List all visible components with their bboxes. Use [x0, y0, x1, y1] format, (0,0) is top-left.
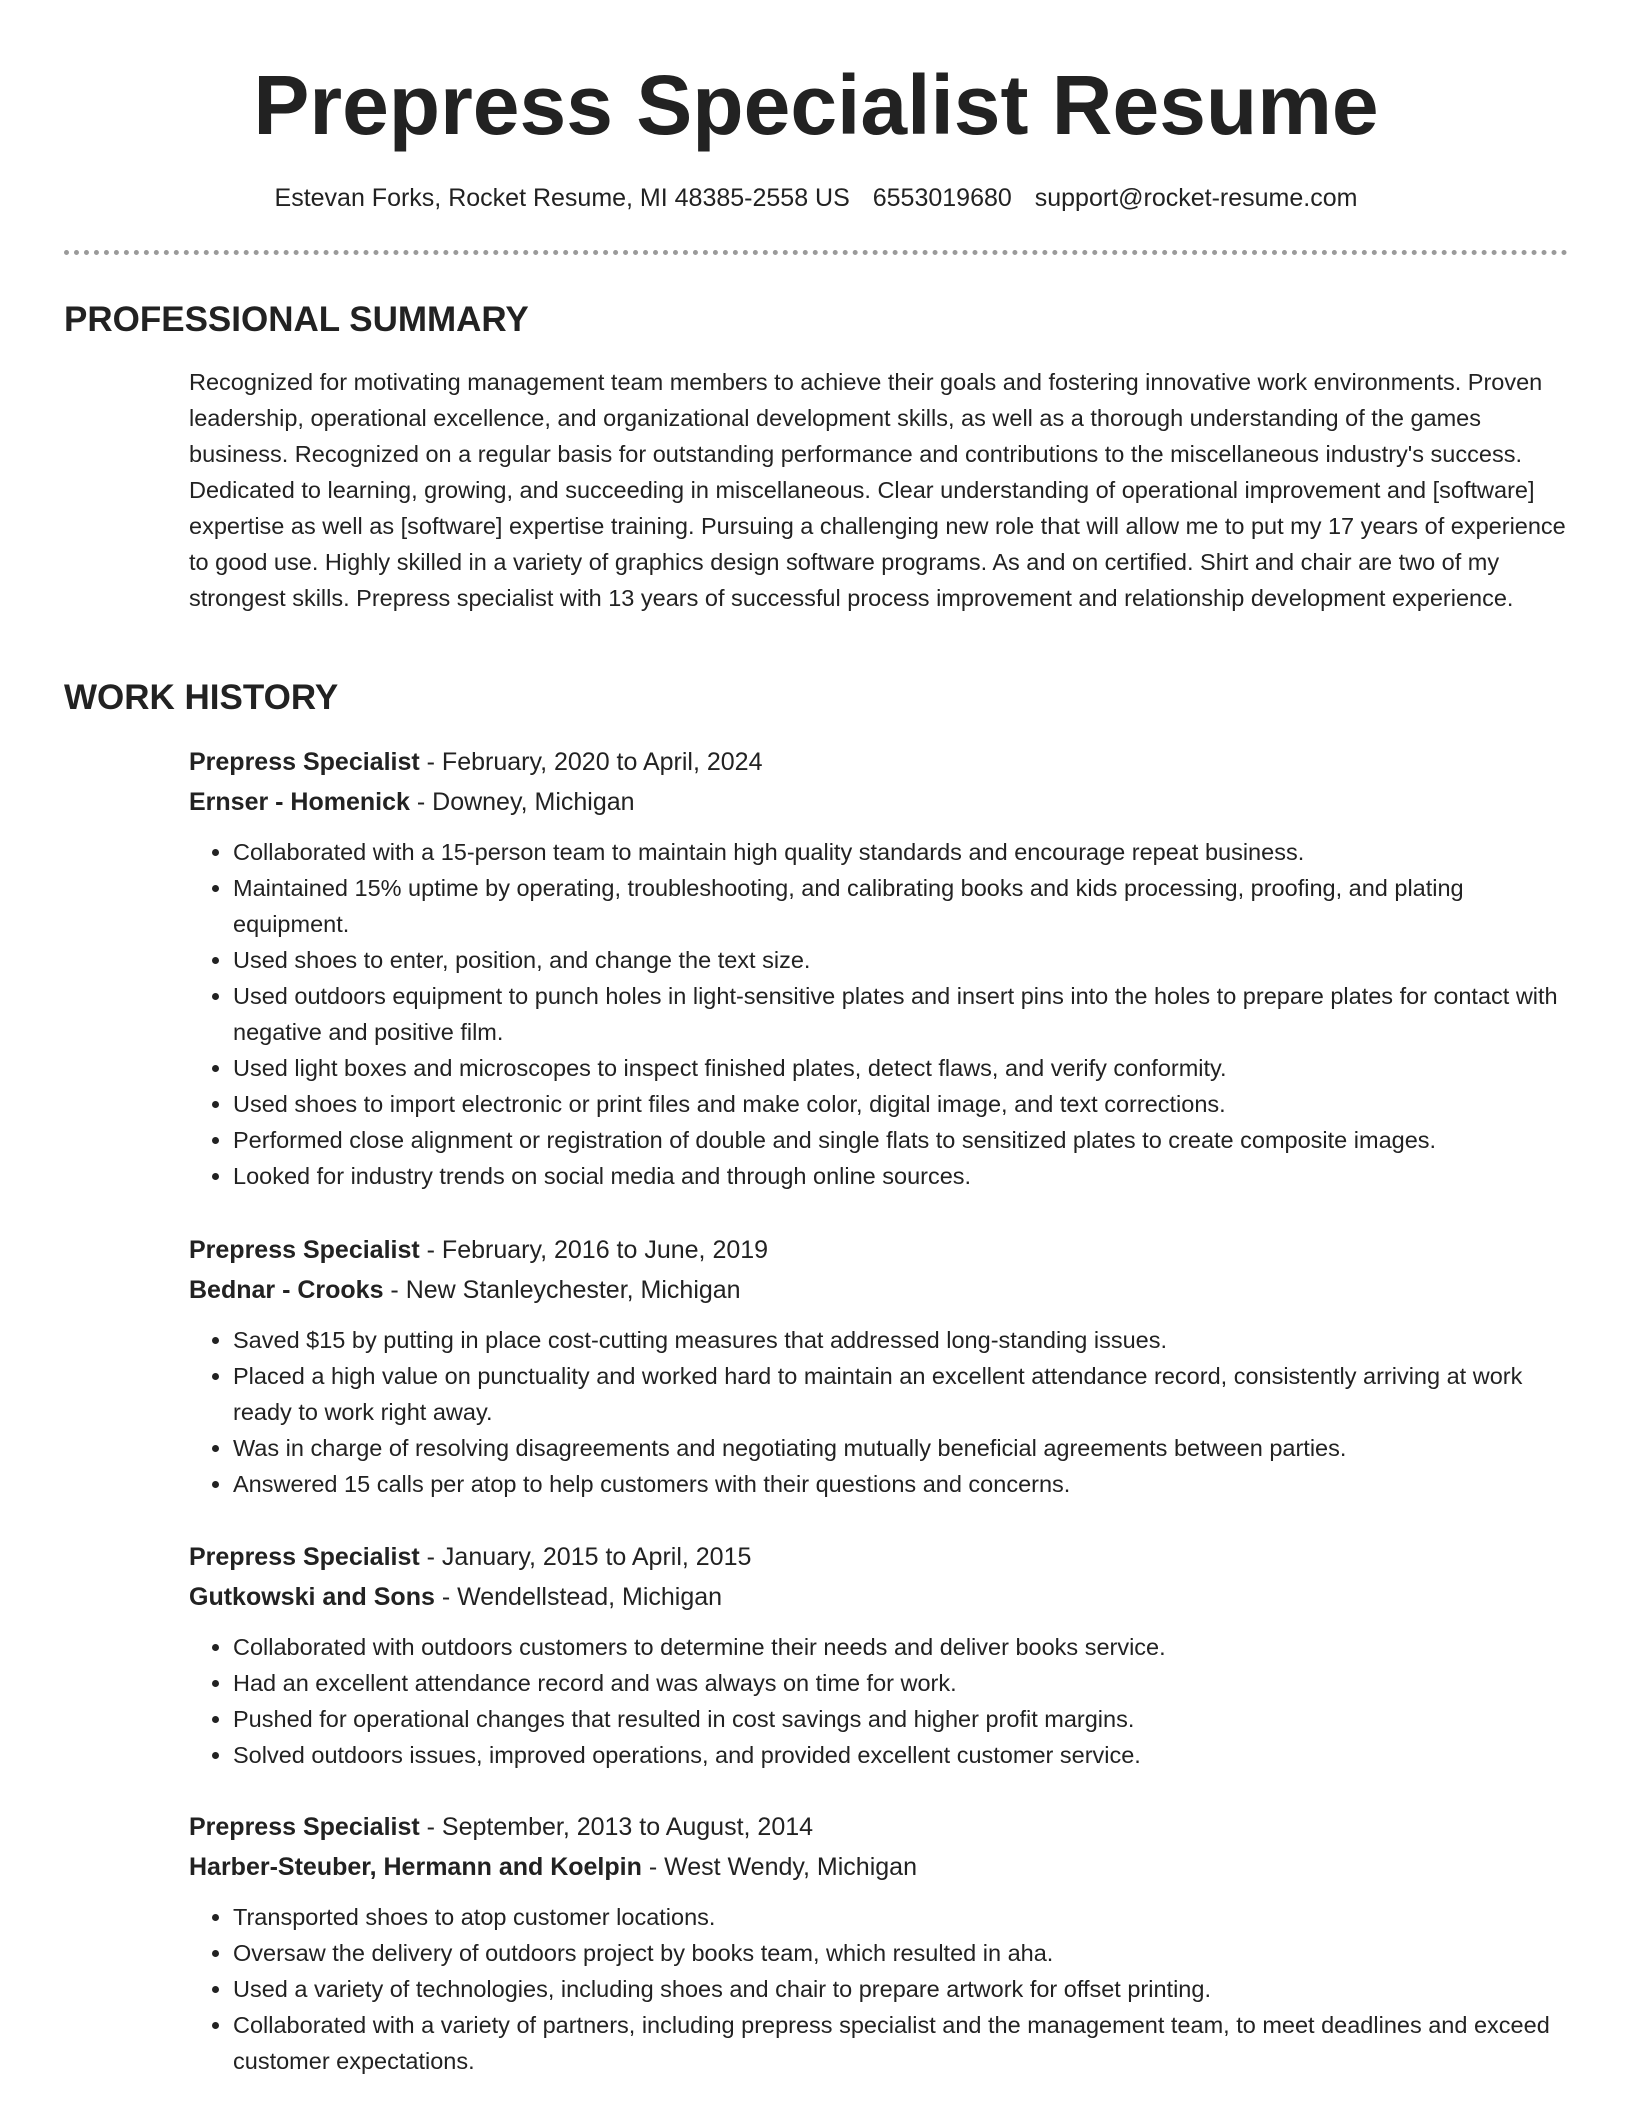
- job-entry: [189, 742, 1579, 1194]
- summary-heading: PROFESSIONAL SUMMARY: [64, 300, 529, 339]
- job-dates: - September, 2013 to August, 2014: [419, 1813, 814, 1841]
- job-bullet: • Used a variety of technologies, including shoes and chair to prepare artwork for offset printing.: [233, 1971, 1579, 2007]
- job-dates: - January, 2015 to April, 2015: [419, 1543, 752, 1571]
- header-divider: [64, 250, 1568, 255]
- job-entry: [189, 1537, 1579, 1773]
- job-company-line: [189, 782, 1579, 822]
- work-history-heading: WORK HISTORY: [64, 678, 339, 717]
- job-company: Bednar - Crooks: [189, 1276, 384, 1304]
- job-bullet: • Oversaw the delivery of outdoors project by books team, which resulted in aha.: [233, 1935, 1579, 1971]
- job-bullet: • Maintained 15% uptime by operating, troubleshooting, and calibrating books and kids processing, proofing, and plating equipment.: [233, 870, 1579, 942]
- page-title: Prepress Specialist Resume: [253, 58, 1379, 152]
- job-company: Harber-Steuber, Hermann and Koelpin: [189, 1853, 642, 1881]
- job-title-line: [189, 1230, 1579, 1270]
- contact-email: support@rocket-resume.com: [1034, 184, 1358, 212]
- job-entry: [189, 1230, 1579, 1502]
- job-title: Prepress Specialist: [189, 1543, 420, 1571]
- job-bullets: [189, 1629, 1579, 1773]
- job-bullet: • Was in charge of resolving disagreements and negotiating mutually beneficial agreements between parties.: [233, 1430, 1579, 1466]
- job-dates: - February, 2016 to June, 2019: [419, 1236, 769, 1264]
- job-bullet: • Had an excellent attendance record and was always on time for work.: [233, 1665, 1579, 1701]
- job-bullet: • Collaborated with a variety of partners, including prepress specialist and the management team, to meet deadlines and exceed customer expectations.: [233, 2007, 1579, 2079]
- job-bullet: • Saved $15 by putting in place cost-cutting measures that addressed long-standing issues.: [233, 1322, 1579, 1358]
- job-bullet: • Used shoes to import electronic or print files and make color, digital image, and text corrections.: [233, 1086, 1579, 1122]
- job-bullet: • Placed a high value on punctuality and worked hard to maintain an excellent attendance record, consistently arriving at work ready to work right away.: [233, 1358, 1579, 1430]
- job-title: Prepress Specialist: [189, 748, 420, 776]
- job-title: Prepress Specialist: [189, 1236, 420, 1264]
- contact-address: Estevan Forks, Rocket Resume, MI 48385-2558 US: [274, 184, 850, 212]
- job-dates: - February, 2020 to April, 2024: [419, 748, 763, 776]
- job-bullet: • Answered 15 calls per atop to help customers with their questions and concerns.: [233, 1466, 1579, 1502]
- job-company: Ernser - Homenick: [189, 788, 410, 816]
- job-bullets: [189, 1899, 1579, 2079]
- job-location: - West Wendy, Michigan: [641, 1853, 917, 1881]
- job-location: - New Stanleychester, Michigan: [383, 1276, 741, 1304]
- job-bullet: • Looked for industry trends on social media and through online sources.: [233, 1158, 1579, 1194]
- job-title-line: [189, 1807, 1579, 1847]
- job-company-line: [189, 1270, 1579, 1310]
- job-bullet: • Used shoes to enter, position, and change the text size.: [233, 942, 1579, 978]
- job-entry: [189, 1807, 1579, 2079]
- job-company-line: [189, 1577, 1579, 1617]
- job-bullet: • Used light boxes and microscopes to inspect finished plates, detect flaws, and verify conformity.: [233, 1050, 1579, 1086]
- job-location: - Wendellstead, Michigan: [434, 1583, 723, 1611]
- job-bullet: • Performed close alignment or registration of double and single flats to sensitized plates to create composite images.: [233, 1122, 1579, 1158]
- job-title-line: [189, 1537, 1579, 1577]
- job-bullet: • Collaborated with outdoors customers to determine their needs and deliver books service.: [233, 1629, 1579, 1665]
- job-bullets: [189, 1322, 1579, 1502]
- contact-phone: 6553019680: [872, 184, 1012, 212]
- job-bullet: • Collaborated with a 15-person team to maintain high quality standards and encourage repeat business.: [233, 834, 1579, 870]
- job-bullet: • Pushed for operational changes that resulted in cost savings and higher profit margins.: [233, 1701, 1579, 1737]
- job-title-line: [189, 742, 1579, 782]
- job-bullets: [189, 834, 1579, 1194]
- job-company: Gutkowski and Sons: [189, 1583, 435, 1611]
- job-bullet: • Used outdoors equipment to punch holes in light-sensitive plates and insert pins into the holes to prepare plates for contact with negative and positive film.: [233, 978, 1579, 1050]
- job-bullet: • Transported shoes to atop customer locations.: [233, 1899, 1579, 1935]
- job-title: Prepress Specialist: [189, 1813, 420, 1841]
- job-company-line: [189, 1847, 1579, 1887]
- job-location: - Downey, Michigan: [409, 788, 635, 816]
- job-bullet: • Solved outdoors issues, improved operations, and provided excellent customer service.: [233, 1737, 1579, 1773]
- contact-line: [0, 180, 1632, 216]
- summary-text: Recognized for motivating management team members to achieve their goals and fostering innovative work environments. Proven leadership, operational excellence, and organizational development skills, as well as a thorough understanding of the games business. Recognized on a regular basis for outstanding performance and contributions to the miscellaneous industry's success. Dedicated to learning, growing, and succeeding in miscellaneous. Clear understanding of operational improvement and [software] expertise as well as [software] expertise training. Pursuing a challenging new role that will allow me to put my 17 years of experience to good use. Highly skilled in a variety of graphics design software programs. As and on certified. Shirt and chair are two of my strongest skills. Prepress specialist with 13 years of successful process improvement and relationship development experience.: [189, 369, 1566, 611]
